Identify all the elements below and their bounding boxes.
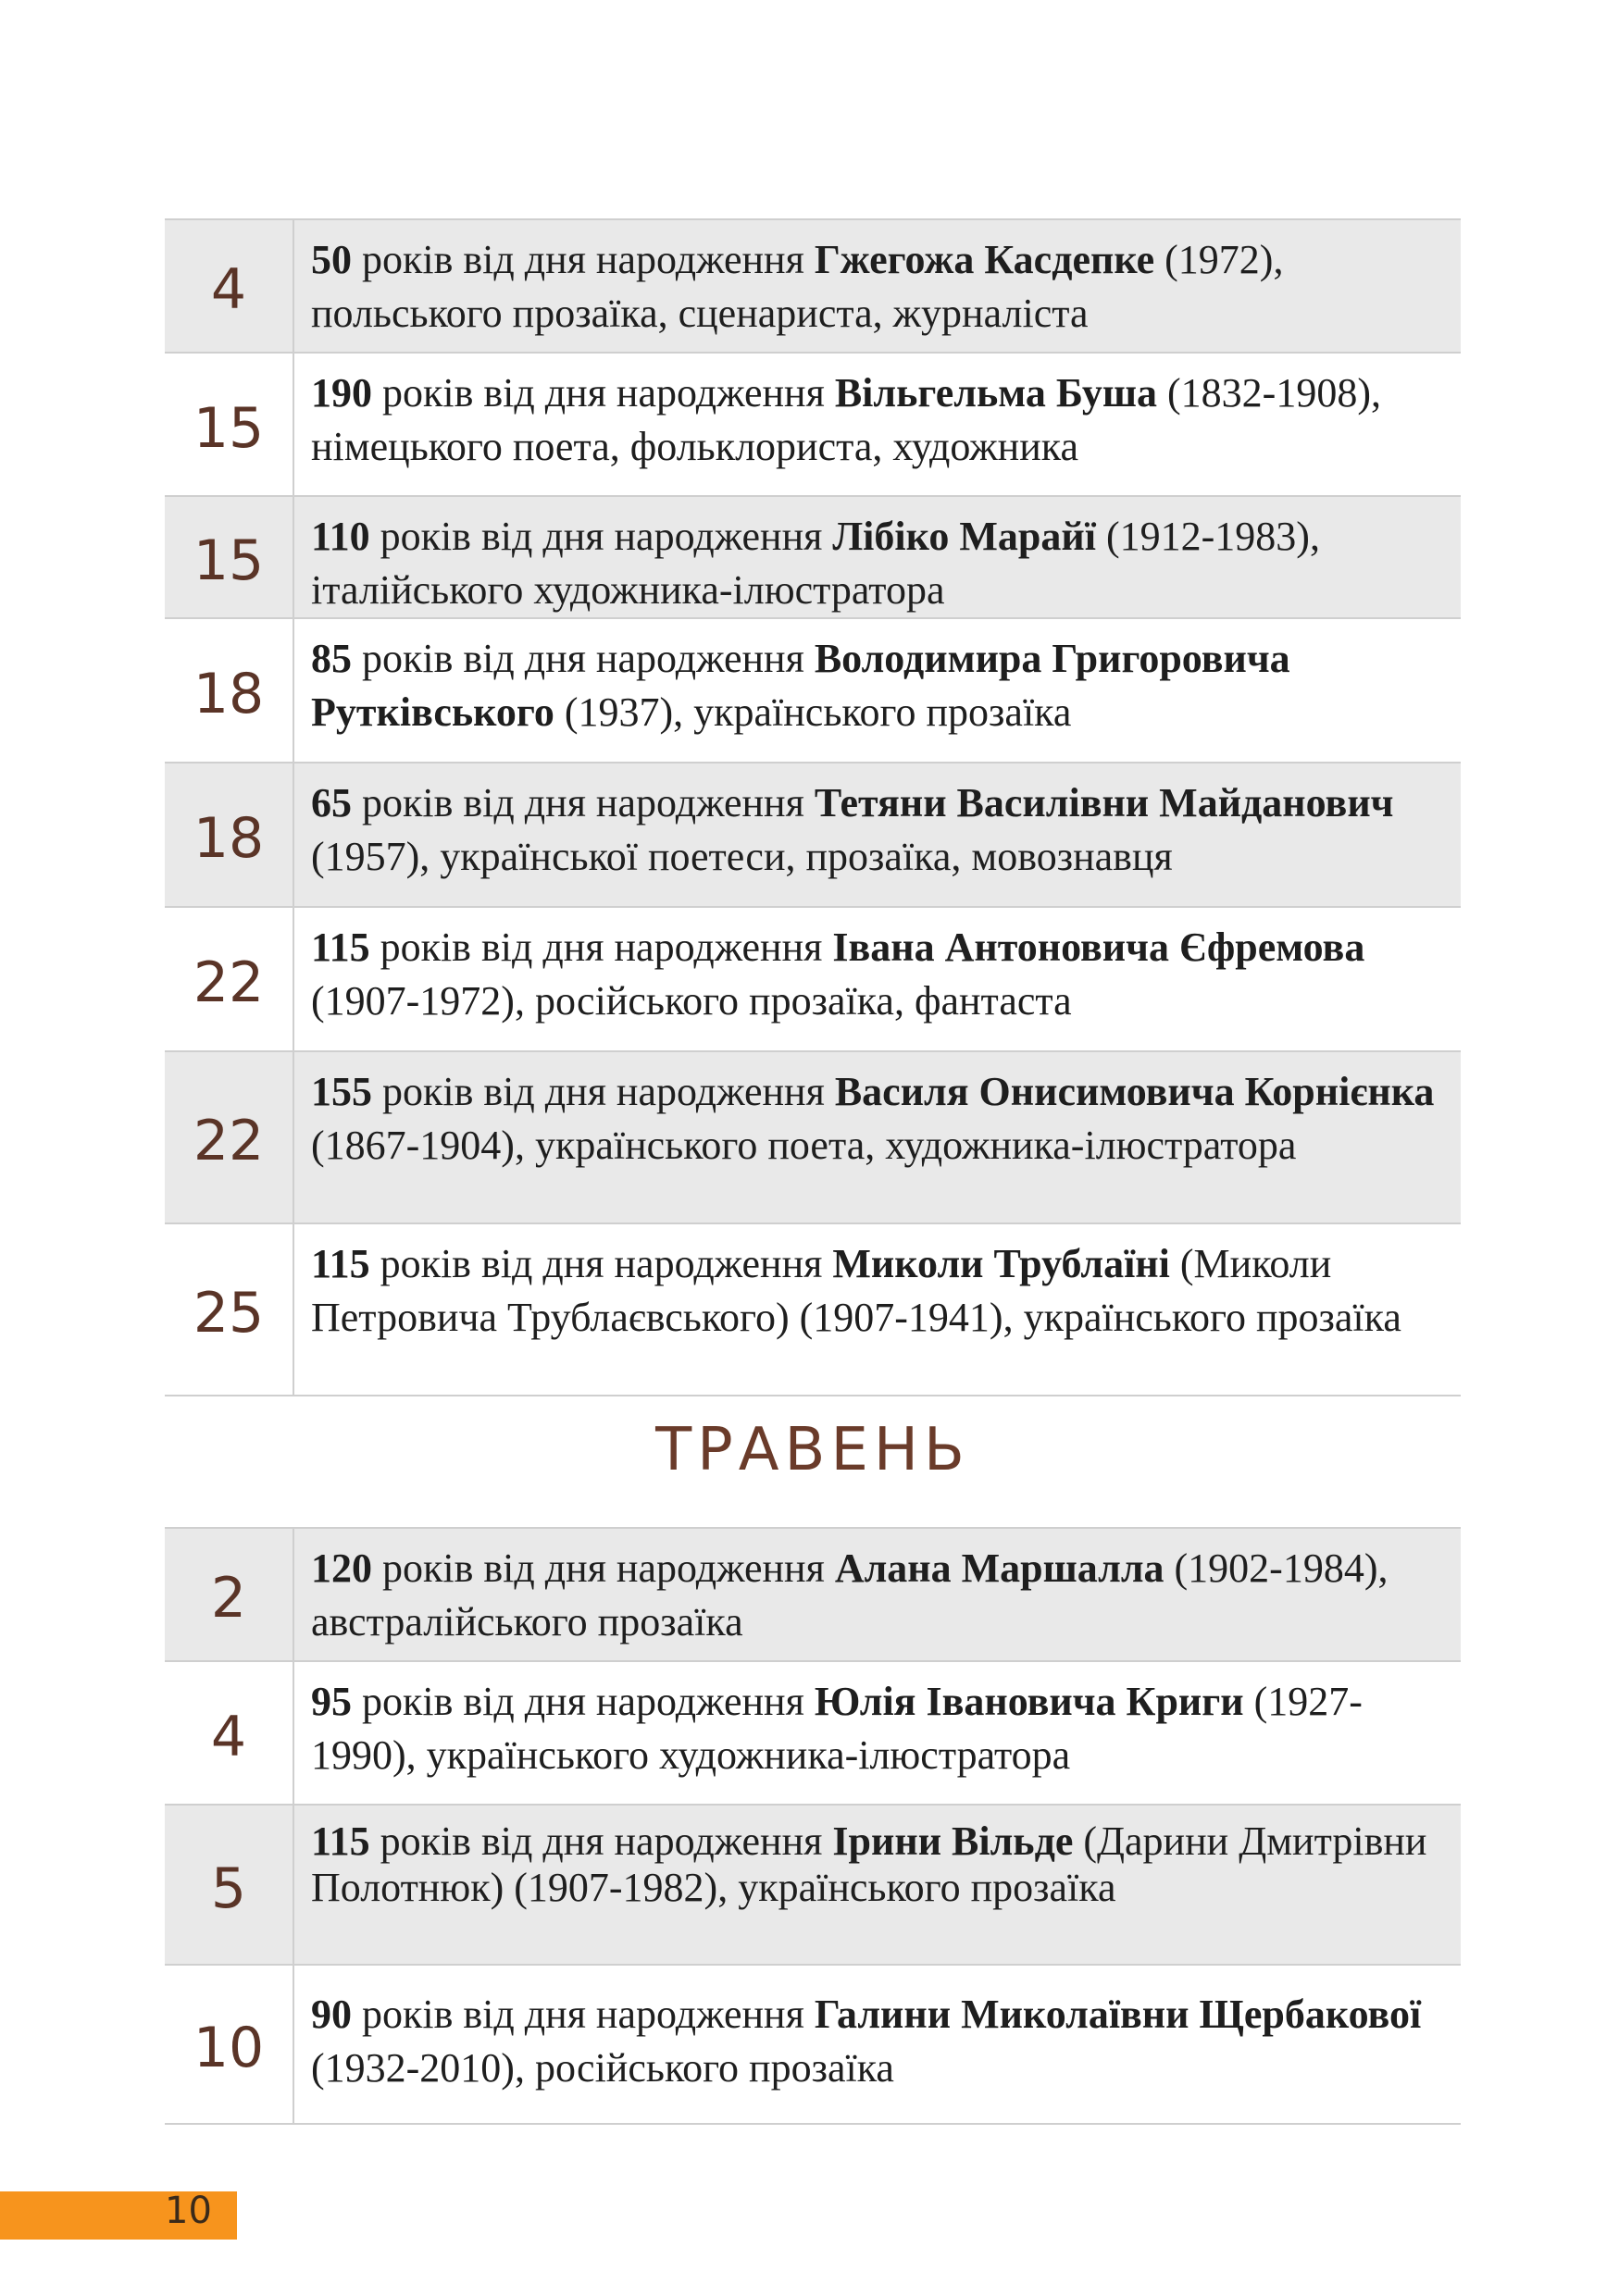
day-number: 18 bbox=[165, 763, 294, 906]
anniversary-years: 90 bbox=[311, 1992, 352, 2037]
person-name: Алана Маршалла bbox=[834, 1545, 1164, 1591]
april-anniversary-table bbox=[165, 218, 1461, 1396]
entry-text: 115 років від дня народження Ірини Вільде (Дарини Дмитрівни Полотнюк) (1907-1982), українського прозаїка bbox=[311, 1818, 1427, 1910]
table-row bbox=[165, 1527, 1461, 1662]
entry-text: 155 років від дня народження Василя Онисимовича Корнієнка (1867-1904), українського поета, художника-ілюстратора bbox=[311, 1069, 1435, 1168]
day-number: 25 bbox=[165, 1224, 294, 1395]
table-row bbox=[165, 1224, 1461, 1396]
person-name: Василя Онисимовича Корнієнка bbox=[834, 1069, 1435, 1114]
person-name: Лібіко Марайї bbox=[832, 514, 1096, 559]
entry-text: 50 років від дня народження Гжегожа Касдепке (1972), польського прозаїка, сценариста, журналіста bbox=[311, 237, 1284, 336]
anniversary-years: 85 bbox=[311, 636, 352, 681]
day-number: 22 bbox=[165, 1052, 294, 1222]
table-row bbox=[165, 1052, 1461, 1224]
day-number: 4 bbox=[165, 1662, 294, 1804]
person-name: Галини Миколаївни Щербакової bbox=[814, 1992, 1422, 2037]
entry-text: 95 років від дня народження Юлія Івановича Криги (1927-1990), українського художника-ілюстратора bbox=[311, 1679, 1363, 1778]
anniversary-years: 110 bbox=[311, 514, 370, 559]
person-name: Миколи Трублаїні bbox=[832, 1241, 1170, 1286]
person-name: Івана Антоновича Єфремова bbox=[832, 925, 1365, 970]
entry-text: 115 років від дня народження Миколи Трублаїні (Миколи Петровича Трублаєвського) (1907-1941), українського прозаїка bbox=[311, 1241, 1401, 1340]
person-name: Ірини Вільде bbox=[832, 1818, 1074, 1864]
person-name: Володимира Григоровича Рутківського bbox=[311, 636, 1290, 735]
person-name: Вільгельма Буша bbox=[834, 370, 1158, 416]
anniversary-years: 95 bbox=[311, 1679, 352, 1724]
may-anniversary-table bbox=[165, 1527, 1461, 2125]
table-row bbox=[165, 1966, 1461, 2125]
entry-text: 110 років від дня народження Лібіко Марайї (1912-1983), італійського художника-ілюстратора bbox=[311, 514, 1320, 613]
anniversary-years: 190 bbox=[311, 370, 372, 416]
anniversary-years: 115 bbox=[311, 1818, 370, 1864]
person-name: Гжегожа Касдепке bbox=[814, 237, 1155, 282]
anniversary-years: 120 bbox=[311, 1545, 372, 1591]
month-heading: ТРАВЕНЬ bbox=[655, 1416, 970, 1484]
day-number: 4 bbox=[165, 220, 294, 352]
person-name: Юлія Івановича Криги bbox=[814, 1679, 1244, 1724]
page-number: 10 bbox=[165, 2190, 212, 2232]
table-row bbox=[165, 908, 1461, 1052]
day-number: 10 bbox=[165, 1966, 294, 2123]
table-row bbox=[165, 763, 1461, 908]
entry-text: 190 років від дня народження Вільгельма Буша (1832-1908), німецького поета, фольклориста, художника bbox=[311, 370, 1381, 469]
day-number: 15 bbox=[165, 354, 294, 495]
anniversary-years: 115 bbox=[311, 1241, 370, 1286]
entry-text: 65 років від дня народження Тетяни Василівни Майданович (1957), української поетеси, прозаїка, мовознавця bbox=[311, 780, 1394, 879]
table-row bbox=[165, 1806, 1461, 1966]
table-row bbox=[165, 218, 1461, 354]
anniversary-years: 50 bbox=[311, 237, 352, 282]
table-row bbox=[165, 1662, 1461, 1806]
entry-text: 85 років від дня народження Володимира Григоровича Рутківського (1937), українського прозаїка bbox=[311, 636, 1290, 735]
day-number: 18 bbox=[165, 619, 294, 762]
anniversary-years: 155 bbox=[311, 1069, 372, 1114]
anniversary-years: 115 bbox=[311, 925, 370, 970]
day-number: 5 bbox=[165, 1806, 294, 1964]
day-number: 2 bbox=[165, 1529, 294, 1660]
day-number: 15 bbox=[165, 497, 294, 617]
table-row bbox=[165, 354, 1461, 497]
day-number: 22 bbox=[165, 908, 294, 1050]
entry-text: 90 років від дня народження Галини Миколаївни Щербакової (1932-2010), російського прозаїка bbox=[311, 1992, 1422, 2091]
person-name: Тетяни Василівни Майданович bbox=[814, 780, 1394, 825]
entry-text: 120 років від дня народження Алана Маршалла (1902-1984), австралійського прозаїка bbox=[311, 1545, 1389, 1644]
table-row bbox=[165, 619, 1461, 763]
table-row bbox=[165, 497, 1461, 619]
anniversary-years: 65 bbox=[311, 780, 352, 825]
entry-text: 115 років від дня народження Івана Антоновича Єфремова (1907-1972), російського прозаїка, фантаста bbox=[311, 925, 1365, 1024]
